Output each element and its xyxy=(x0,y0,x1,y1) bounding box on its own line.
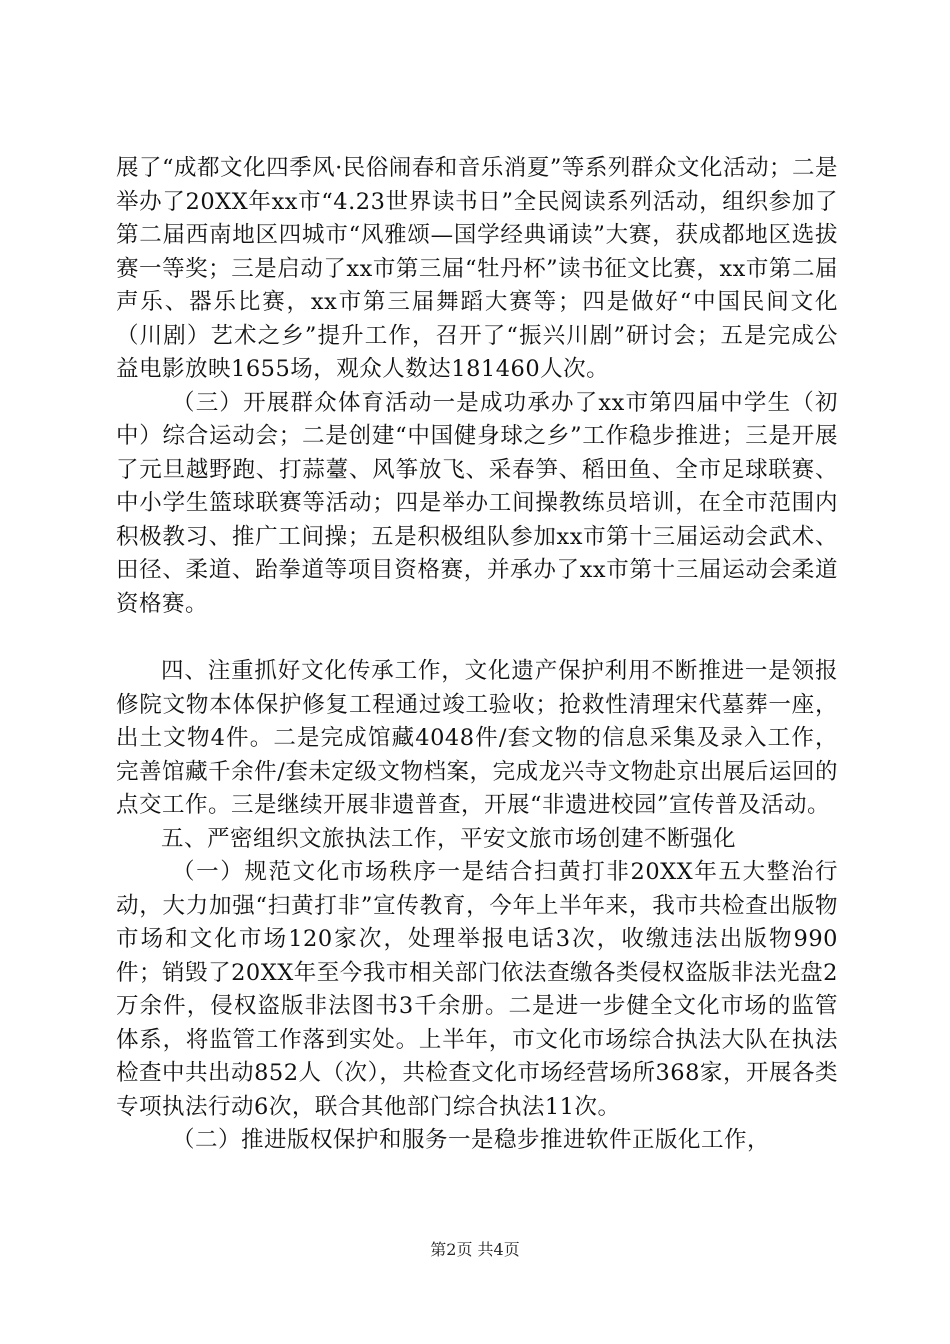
paragraph-mass-sports-activities: （三）开展群众体育活动一是成功承办了xx市第四届中学生（初中）综合运动会；二是创建“中国健身球之乡”工作稳步推进；三是开展了元旦越野跑、打蒜薹、风筝放飞、采春笋、稻田鱼、全市足球联赛、中小学生篮球联赛等活动；四是举办工间操教练员培训，在全市范围内积极教习、推广工间操；五是积极组队参加xx市第十三届运动会武术、田径、柔道、跆拳道等项目资格赛，并承办了xx市第十三届运动会柔道资格赛。 xyxy=(116,389,838,617)
paragraph-mass-culture-activities: 展了“成都文化四季风·民俗闹春和音乐消夏”等系列群众文化活动；二是举办了20XX年xx市“4.23世界读书日”全民阅读系列活动，组织参加了第二届西南地区四城市“风雅颂—国学经典诵读”大赛，获成都地区选拔赛一等奖；三是启动了xx市第三届“牡丹杯”读书征文比赛，xx市第二届声乐、器乐比赛，xx市第三届舞蹈大赛等；四是做好“中国民间文化（川剧）艺术之乡”提升工作，召开了“振兴川剧”研讨会；五是完成公益电影放映1655场，观众人数达181460人次。 xyxy=(116,155,838,382)
paragraph-cultural-heritage: 四、注重抓好文化传承工作，文化遗产保护利用不断推进一是领报修院文物本体保护修复工程通过竣工验收；抢救性清理宋代墓葬一座，出土文物4件。二是完成馆藏4048件/套文物的信息采集及录入工作，完善馆藏千余件/套未定级文物档案，完成龙兴寺文物赴京出展后运回的点交工作。三是继续开展非遗普查，开展“非遗进校园”宣传普及活动。 xyxy=(116,658,838,818)
page-number-footer: 第2页 共4页 xyxy=(430,1240,520,1259)
section-heading-law-enforcement: 五、严密组织文旅执法工作，平安文旅市场创建不断强化 xyxy=(161,825,737,852)
document-body xyxy=(116,152,838,1158)
paragraph-market-order: （一）规范文化市场秩序一是结合扫黄打非20XX年五大整治行动，大力加强“扫黄打非”宣传教育，今年上半年来，我市共检查出版物市场和文化市场120家次，处理举报电话3次，收缴违法出版物990件；销毁了20XX年至今我市相关部门依法查缴各类侵权盗版非法光盘2万余件，侵权盗版非法图书3千余册。二是进一步健全文化市场的监管体系，将监管工作落到实处。上半年，市文化市场综合执法大队在执法检查中共出动852人（次），共检查文化市场经营场所368家，开展各类专项执法行动6次，联合其他部门综合执法11次。 xyxy=(116,859,838,1120)
paragraph-copyright-protection: （二）推进版权保护和服务一是稳步推进软件正版化工作， xyxy=(172,1127,771,1153)
